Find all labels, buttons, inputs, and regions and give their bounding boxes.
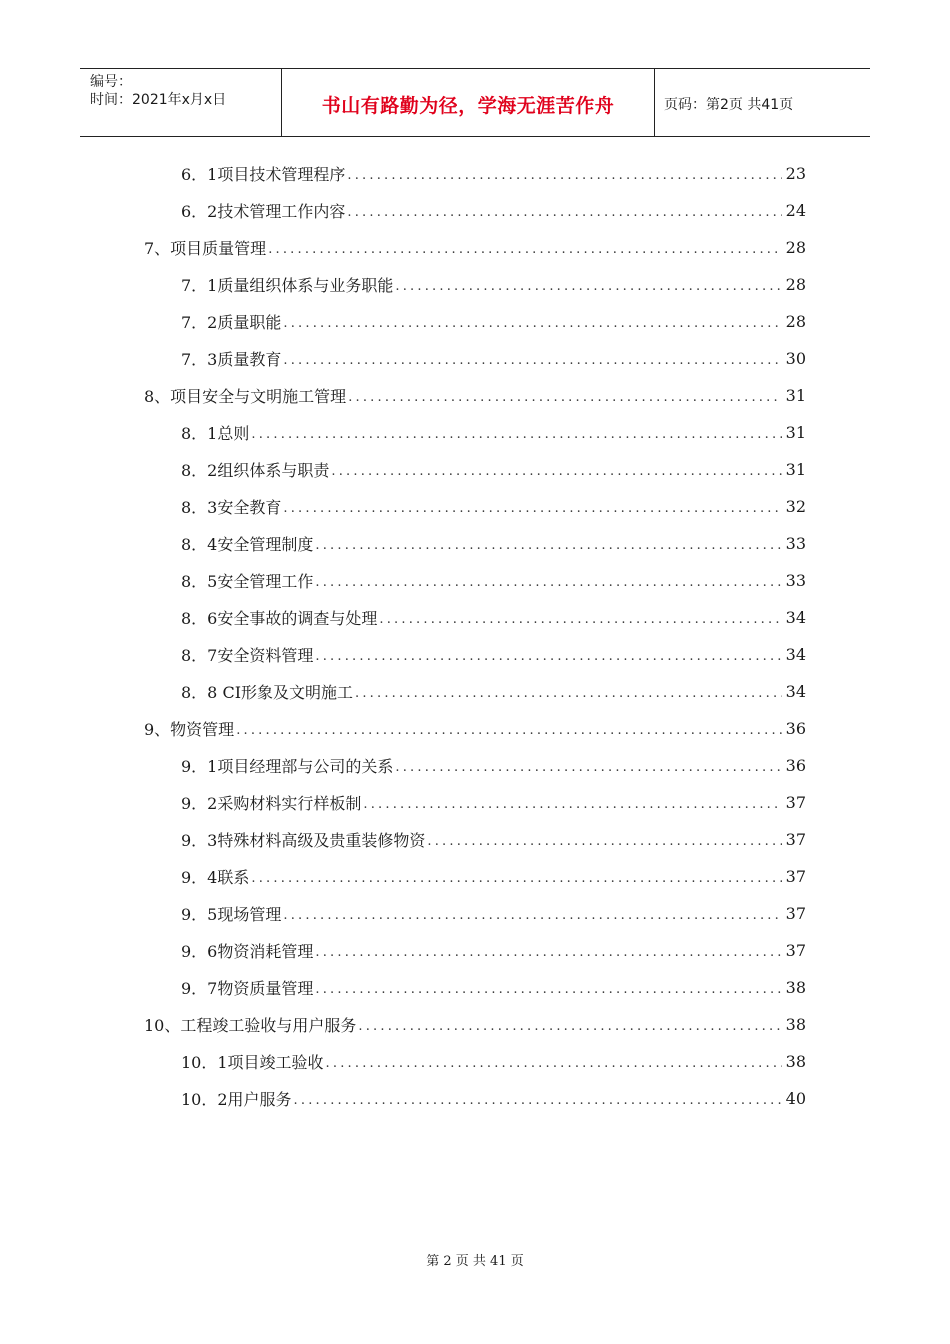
toc-entry-page: 37 [785, 793, 806, 812]
toc-entry-page: 33 [785, 571, 806, 590]
toc-leader-dots [331, 464, 781, 479]
toc-entry[interactable] [181, 969, 806, 1006]
toc-entry[interactable] [181, 932, 806, 969]
toc-entry-page: 30 [785, 349, 806, 368]
document-time: 时间：2021年x月x日 [90, 92, 227, 108]
toc-entry[interactable] [181, 784, 806, 821]
toc-entry-title: 9．6物资消耗管理 [181, 942, 314, 961]
toc-entry-title: 6．1项目技术管理程序 [181, 165, 346, 184]
toc-entry-title: 8．1总则 [181, 424, 250, 443]
toc-entry[interactable] [181, 155, 806, 192]
toc-entry-title: 9．7物资质量管理 [181, 979, 314, 998]
toc-entry-page: 31 [785, 386, 806, 405]
page-footer [0, 1250, 950, 1269]
toc-entry[interactable] [181, 895, 806, 932]
toc-entry-title: 8．5安全管理工作 [181, 572, 314, 591]
toc-leader-dots [379, 612, 781, 627]
toc-entry-page: 33 [785, 534, 806, 553]
toc-entry[interactable] [181, 451, 806, 488]
toc-entry-page: 32 [785, 497, 806, 516]
toc-entry-page: 37 [785, 830, 806, 849]
toc-entry[interactable] [181, 599, 806, 636]
toc-entry-page: 37 [785, 867, 806, 886]
toc-leader-dots [347, 205, 781, 220]
toc-entry-title: 7．1质量组织体系与业务职能 [181, 276, 394, 295]
toc-entry-title: 8．2组织体系与职责 [181, 461, 330, 480]
toc-entry-title: 9．5现场管理 [181, 905, 282, 924]
toc-entry[interactable] [181, 821, 806, 858]
toc-entry-page: 38 [785, 1052, 806, 1071]
toc-leader-dots [348, 390, 781, 405]
toc-leader-dots [251, 871, 781, 886]
toc-leader-dots [395, 760, 781, 775]
toc-entry-page: 38 [785, 1015, 806, 1034]
toc-entry-page: 36 [785, 719, 806, 738]
toc-entry-title: 10、工程竣工验收与用户服务 [144, 1016, 357, 1035]
toc-entry-title: 9．1项目经理部与公司的关系 [181, 757, 394, 776]
toc-entry[interactable] [181, 414, 806, 451]
toc-entry[interactable] [181, 192, 806, 229]
toc-entry-title: 9．2采购材料实行样板制 [181, 794, 362, 813]
document-number-label: 编号： [90, 74, 132, 90]
toc-entry-title: 8、项目安全与文明施工管理 [144, 387, 347, 406]
toc-entry-title: 6．2技术管理工作内容 [181, 202, 346, 221]
toc-leader-dots [268, 242, 781, 257]
toc-entry-title: 8．8 CI形象及文明施工 [181, 683, 354, 702]
toc-entry[interactable] [144, 1006, 806, 1043]
header-meta-cell [80, 69, 281, 136]
toc-entry-page: 31 [785, 423, 806, 442]
toc-entry-title: 7、项目质量管理 [144, 239, 267, 258]
toc-entry[interactable] [181, 636, 806, 673]
toc-entry[interactable] [181, 858, 806, 895]
toc-leader-dots [427, 834, 781, 849]
toc-entry-page: 24 [785, 201, 806, 220]
toc-entry-title: 9．3特殊材料高级及贵重装修物资 [181, 831, 426, 850]
toc-leader-dots [315, 982, 781, 997]
toc-entry-title: 8．7安全资料管理 [181, 646, 314, 665]
toc-leader-dots [283, 316, 781, 331]
toc-entry-page: 40 [785, 1089, 806, 1108]
toc-leader-dots [315, 538, 781, 553]
toc-entry-page: 23 [785, 164, 806, 183]
toc-entry[interactable] [181, 747, 806, 784]
toc-entry-page: 28 [785, 275, 806, 294]
toc-leader-dots [315, 649, 781, 664]
page-header [80, 68, 870, 137]
toc-entry[interactable] [144, 710, 806, 747]
toc-entry-title: 9．4联系 [181, 868, 250, 887]
header-motto: 书山有路勤为径，学海无涯苦作舟 [321, 95, 615, 117]
toc-entry[interactable] [144, 377, 806, 414]
footer-page-number: 第 2 页 共 41 页 [426, 1254, 524, 1269]
toc-entry-title: 8．3安全教育 [181, 498, 282, 517]
toc-leader-dots [358, 1019, 781, 1034]
toc-entry[interactable] [181, 1043, 806, 1080]
toc-leader-dots [251, 427, 781, 442]
toc-leader-dots [326, 1056, 782, 1071]
toc-leader-dots [294, 1093, 782, 1108]
toc-leader-dots [395, 279, 781, 294]
toc-entry[interactable] [181, 562, 806, 599]
header-page-cell [654, 69, 870, 136]
toc-entry[interactable] [181, 303, 806, 340]
header-page-info: 页码：第2页 共41页 [664, 97, 794, 113]
toc-entry-title: 9、物资管理 [144, 720, 235, 739]
toc-leader-dots [347, 168, 781, 183]
header-motto-cell [281, 69, 655, 136]
toc-entry-title: 7．2质量职能 [181, 313, 282, 332]
toc-entry[interactable] [181, 673, 806, 710]
toc-entry-page: 38 [785, 978, 806, 997]
toc-entry[interactable] [181, 340, 806, 377]
toc-entry-title: 8．4安全管理制度 [181, 535, 314, 554]
toc-entry-page: 28 [785, 238, 806, 257]
toc-entry[interactable] [181, 488, 806, 525]
toc-entry[interactable] [181, 1080, 806, 1117]
toc-entry-page: 34 [785, 645, 806, 664]
toc-entry-page: 36 [785, 756, 806, 775]
toc-leader-dots [315, 575, 781, 590]
toc-entry[interactable] [181, 266, 806, 303]
toc-leader-dots [283, 353, 781, 368]
toc-leader-dots [283, 908, 781, 923]
toc-entry-page: 28 [785, 312, 806, 331]
toc-entry-page: 37 [785, 904, 806, 923]
toc-entry-title: 8．6安全事故的调查与处理 [181, 609, 378, 628]
toc-entry[interactable] [181, 525, 806, 562]
toc-entry[interactable] [144, 229, 806, 266]
toc-entry-page: 37 [785, 941, 806, 960]
toc-leader-dots [363, 797, 781, 812]
toc-entry-page: 34 [785, 682, 806, 701]
toc-leader-dots [355, 686, 782, 701]
toc-entry-page: 31 [785, 460, 806, 479]
toc-leader-dots [315, 945, 781, 960]
toc-entry-title: 7．3质量教育 [181, 350, 282, 369]
toc-leader-dots [236, 723, 781, 738]
toc-entry-title: 10．1项目竣工验收 [181, 1053, 324, 1072]
toc-entry-title: 10．2用户服务 [181, 1090, 292, 1109]
toc-entry-page: 34 [785, 608, 806, 627]
toc-leader-dots [283, 501, 781, 516]
